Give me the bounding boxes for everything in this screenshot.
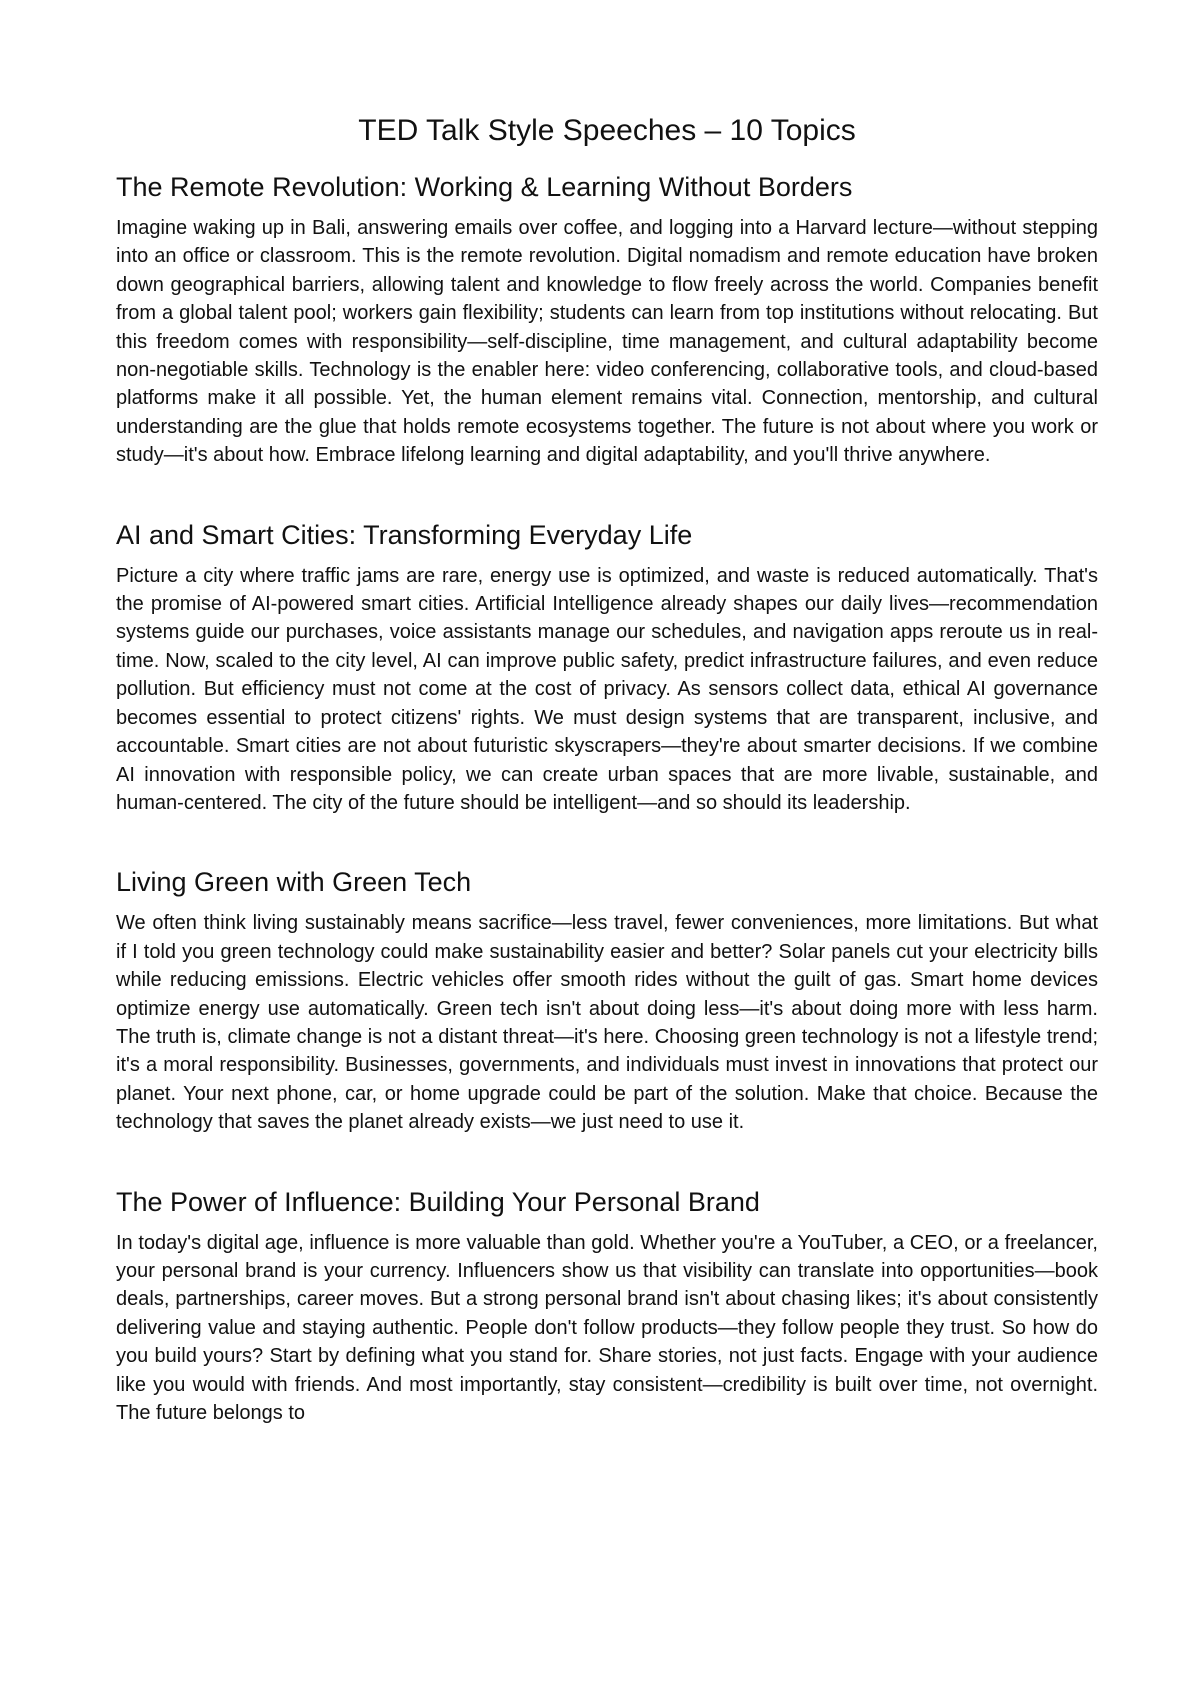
document-title: TED Talk Style Speeches – 10 Topics — [358, 114, 856, 147]
document-page — [116, 106, 1098, 1475]
section-body: In today's digital age, influence is more valuable than gold. Whether you're a YouTuber, a CEO, or a freelancer, your personal brand is your currency. Influencers show us that visibility can translate into opportunities—book deals, partnerships, career moves. But a strong personal brand isn't about chasing likes; it's about consistently delivering value and staying authentic. People don't follow products—they follow people they trust. So how do you build yours? Start by defining what you stand for. Share stories, not just facts. Engage with your audience like you would with friends. And most importantly, stay consistent—credibility is built over time, not overnight. The future belongs to — [116, 1231, 1098, 1424]
section-personal-brand — [116, 1185, 1098, 1428]
section-remote-revolution — [116, 170, 1098, 470]
section-heading: Living Green with Green Tech — [116, 867, 472, 898]
section-green-tech — [116, 865, 1098, 1136]
section-heading: The Power of Influence: Building Your Personal Brand — [116, 1186, 760, 1217]
section-heading: The Remote Revolution: Working & Learning Without Borders — [116, 172, 853, 202]
section-ai-smart-cities — [116, 518, 1098, 818]
section-body: Imagine waking up in Bali, answering emails over coffee, and logging into a Harvard lecture—without stepping into an office or classroom. This is the remote revolution. Digital nomadism and remote education have broken down geographical barriers, allowing talent and knowledge to flow freely across the world. Companies benefit from a global talent pool; workers gain flexibility; students can learn from top institutions without relocating. But this freedom comes with responsibility—self-discipline, time management, and cultural adaptability become non-negotiable skills. Technology is the enabler here: video conferencing, collaborative tools, and cloud-based platforms make it all possible. Yet, the human element remains vital. Connection, mentorship, and cultural understanding are the glue that holds remote ecosystems together. The future is not about where you work or study—it's about how. Embrace lifelong learning and digital adaptability, and you'll thrive anywhere. — [116, 217, 1098, 467]
section-body: We often think living sustainably means sacrifice—less travel, fewer conveniences, more limitations. But what if I told you green technology could make sustainability easier and better? Solar panels cut your electricity bills while reducing emissions. Electric vehicles offer smooth rides without the guilt of gas. Smart home devices optimize energy use automatically. Green tech isn't about doing less—it's about doing more with less harm. The truth is, climate change is not a distant threat—it's here. Choosing green technology is not a lifestyle trend; it's a moral responsibility. Businesses, governments, and individuals must invest in innovations that protect our planet. Your next phone, car, or home upgrade could be part of the solution. Make that choice. Because the technology that saves the planet already exists—we just need to use it. — [116, 912, 1098, 1134]
section-body: Picture a city where traffic jams are rare, energy use is optimized, and waste is reduced automatically. That's the promise of AI-powered smart cities. Artificial Intelligence already shapes our daily lives—recommendation systems guide our purchases, voice assistants manage our schedules, and navigation apps reroute us in real-time. Now, scaled to the city level, AI can improve public safety, predict infrastructure failures, and even reduce pollution. But efficiency must not come at the cost of privacy. As sensors collect data, ethical AI governance becomes essential to protect citizens' rights. We must design systems that are transparent, inclusive, and accountable. Smart cities are not about futuristic skyscrapers—they're about smarter decisions. If we combine AI innovation with responsible policy, we can create urban spaces that are more livable, sustainable, and human-centered. The city of the future should be intelligent—and so should its leadership. — [116, 564, 1098, 814]
section-heading: AI and Smart Cities: Transforming Everyday Life — [116, 519, 693, 550]
